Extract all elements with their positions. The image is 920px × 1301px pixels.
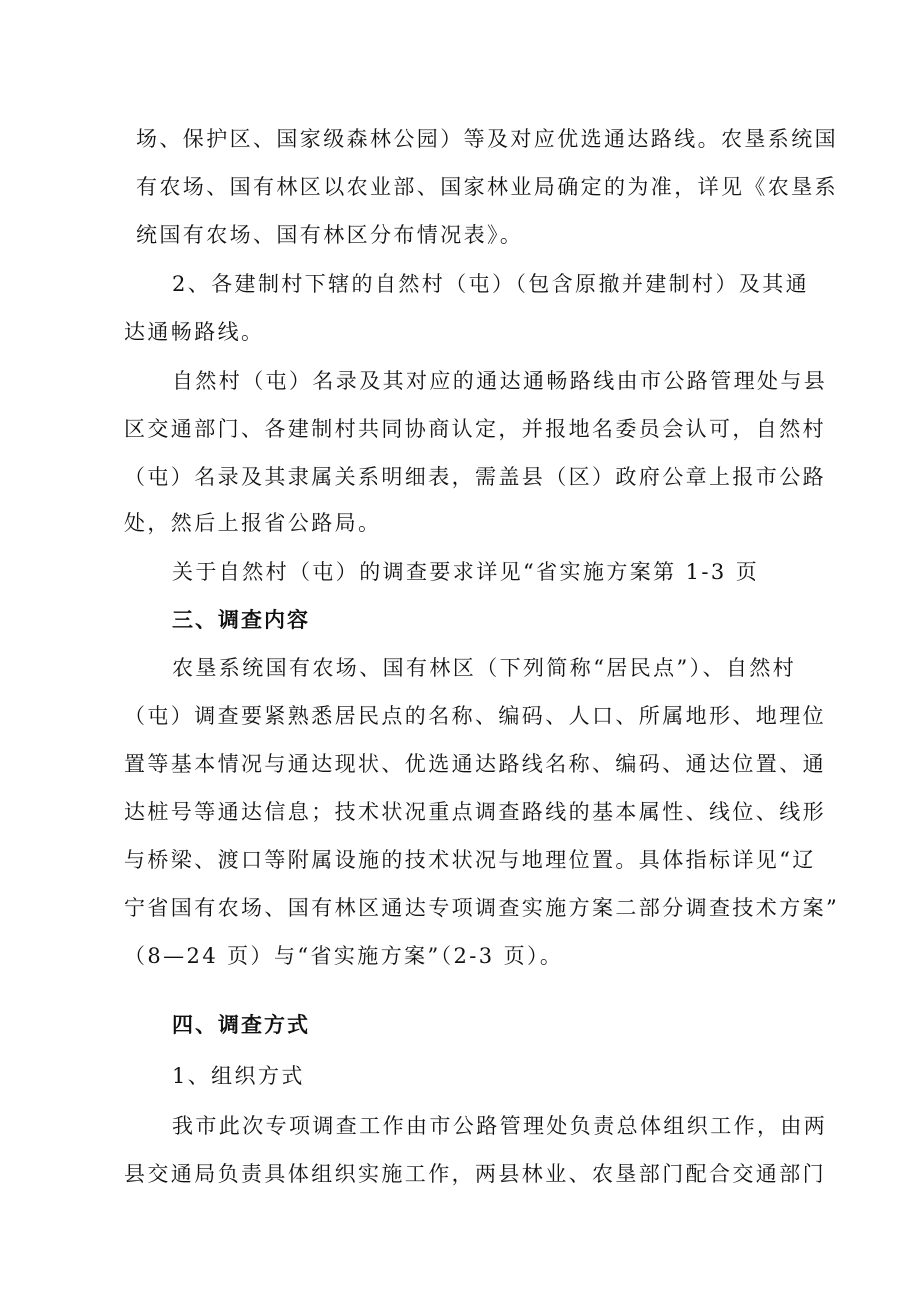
text-line: 与桥梁、渡口等附属设施的技术状况与地理位置。具体指标详见“辽 <box>124 848 816 872</box>
text-line: 自然村（屯）名录及其对应的通达通畅路线由市公路管理处与县 <box>172 369 828 393</box>
text-line: 宁省国有农场、国有林区通达专项调查实施方案二部分调查技术方案” <box>124 896 840 920</box>
text-line: 置等基本情况与通达现状、优选通达路线名称、编码、通达位置、通 <box>124 752 826 776</box>
section-heading: 三、调查内容 <box>172 608 310 632</box>
text-line: 有农场、国有林区以农业部、国家林业局确定的为准，详见《农垦系 <box>136 175 838 199</box>
text-line: 处，然后上报省公路局。 <box>124 511 382 535</box>
text-line: 2、各建制村下辖的自然村（屯）（包含原撤并建制村）及其通 <box>172 272 810 296</box>
section-heading: 四、调查方式 <box>172 1013 310 1037</box>
text-line: 达桩号等通达信息；技术状况重点调查路线的基本属性、线位、线形 <box>124 800 826 824</box>
text-line: 农垦系统国有农场、国有林区（下列简称“居民点”）、自然村 <box>172 656 797 680</box>
text-line: 县交通局负责具体组织实施工作，两县林业、农垦部门配合交通部门 <box>124 1162 826 1186</box>
text-line: （屯）名录及其隶属关系明细表，需盖县（区）政府公章上报市公路 <box>124 465 826 489</box>
text-line: 区交通部门、各建制村共同协商认定，并报地名委员会认可，自然村 <box>124 417 826 441</box>
text-line: 统国有农场、国有林区分布情况表》。 <box>136 223 524 247</box>
text-line: 1、组织方式 <box>172 1064 305 1088</box>
text-line: （屯）调查要紧熟悉居民点的名称、编码、人口、所属地形、地理位 <box>124 704 826 728</box>
text-line: 我市此次专项调查工作由市公路管理处负责总体组织工作，由两 <box>172 1114 828 1138</box>
text-line: 达通畅路线。 <box>124 320 265 344</box>
text-line: 场、保护区、国家级森林公园）等及对应优选通达路线。农垦系统国 <box>136 127 838 151</box>
text-line: 关于自然村（屯）的调查要求详见“省实施方案第 1-3 页 <box>172 560 760 584</box>
text-line: （8—24 页）与“省实施方案”（2-3 页）。 <box>124 944 564 968</box>
